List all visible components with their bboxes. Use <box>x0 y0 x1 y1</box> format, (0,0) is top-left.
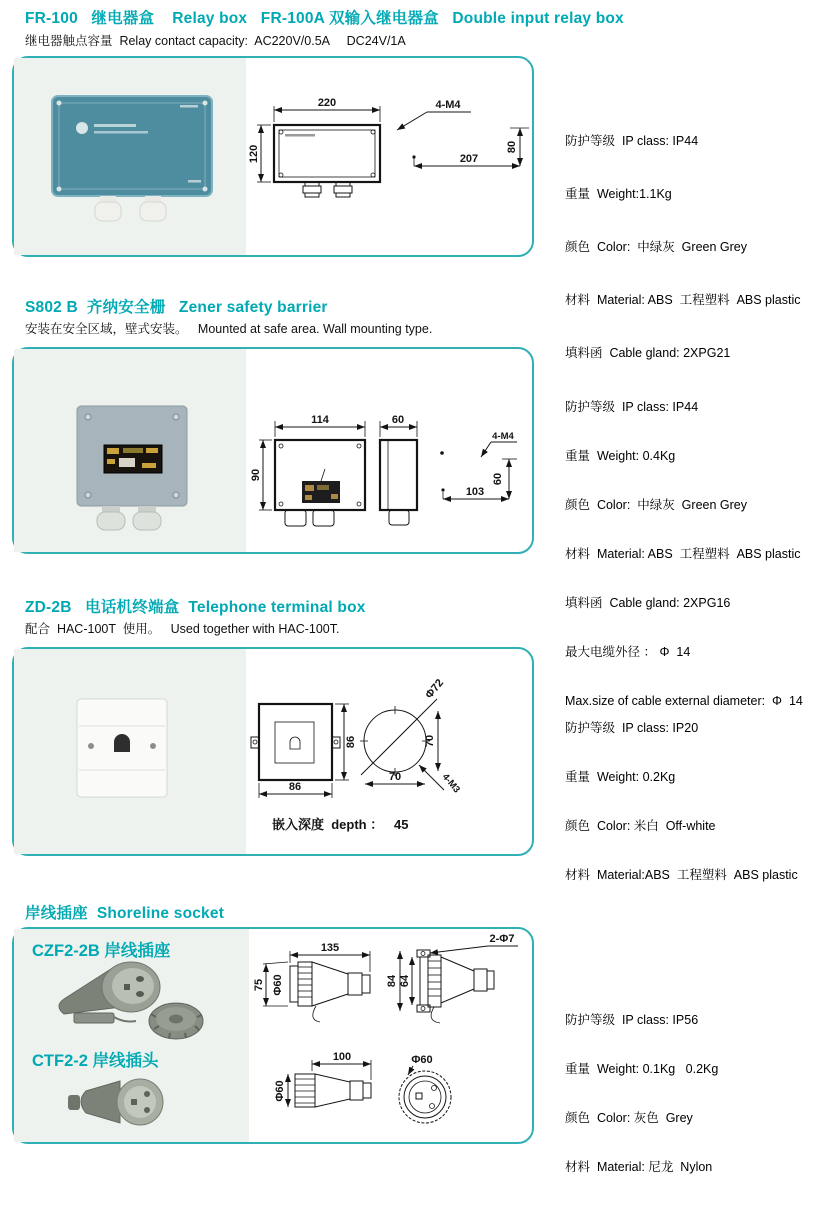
spec-line: 材料 Material:ABS 工程塑料 ABS plastic <box>565 868 798 882</box>
section-subtitle-s802b: 安装在安全区域，壁式安装。 Mounted at safe area. Wall mounting type. <box>25 322 433 336</box>
section-title-fr100: FR-100 继电器盒 Relay box FR-100A 双输入继电器盒 Double input relay box <box>25 10 624 27</box>
dim-socket-h: 75 <box>253 978 265 992</box>
caption-ctf2-2: CTF2-2 岸线插头 <box>32 1052 159 1070</box>
drawing-fr100 <box>247 58 534 251</box>
spec-line: 颜色 Color: 中绿灰 Green Grey <box>565 240 747 254</box>
dim-mount-v: 80 <box>506 140 518 154</box>
dim-socket-len: 135 <box>320 942 340 954</box>
dim-height: 120 <box>248 144 260 164</box>
spec-line: 材料 Material: 尼龙 Nylon <box>565 1160 713 1174</box>
spec-line: 填料函 Cable gland: 2XPG16 <box>565 596 731 610</box>
product-photo-barrier-box <box>62 401 202 536</box>
section-subtitle-zd2b: 配合 HAC-100T 使用。 Used together with HAC-100T. <box>25 622 340 636</box>
spec-line: 材料 Material: ABS 工程塑料 ABS plastic <box>565 293 801 307</box>
product-photo-shoreline-plug <box>56 1071 176 1135</box>
dim-plate-height: 86 <box>345 735 357 749</box>
spec-line: 防护等级 IP class: IP44 <box>565 134 699 148</box>
product-box-zd2b <box>12 647 534 856</box>
spec-line: 防护等级 IP class: IP56 <box>565 1013 699 1027</box>
specs-s802b <box>565 369 803 740</box>
dim-mount-h: 207 <box>459 153 479 165</box>
specs-zd2b <box>565 690 798 914</box>
dim-flange-holes: 2-Φ7 <box>489 933 515 945</box>
dim-socket-dia: Φ60 <box>272 974 284 996</box>
product-box-fr100 <box>12 56 534 257</box>
dim-front-height: 90 <box>250 468 262 482</box>
spec-line: 重量 Weight: 0.1Kg 0.2Kg <box>565 1062 719 1076</box>
dim-circle-v: 70 <box>424 734 436 748</box>
spec-line: Max.size of cable external diameter: Φ 14 <box>565 694 803 708</box>
dim-hole-dia: Φ72 <box>423 677 447 702</box>
dim-mount-h: 103 <box>465 486 485 498</box>
product-photo-shoreline-socket <box>36 957 216 1045</box>
product-box-shoreline <box>12 927 534 1144</box>
dim-circle-h: 70 <box>388 771 402 783</box>
dim-side-width: 60 <box>391 414 405 426</box>
dim-front-width: 114 <box>311 414 329 426</box>
section-subtitle-fr100: 继电器触点容量 Relay contact capacity: AC220V/0.5A DC24V/1A <box>25 34 406 48</box>
depth-note: 嵌入深度 depth ： 45 <box>272 817 409 832</box>
dim-flange-outer: 84 <box>386 974 398 988</box>
section-title-s802b: S802 B 齐纳安全栅 Zener safety barrier <box>25 299 328 316</box>
specs-fr100 <box>565 101 800 394</box>
drawing-zd2b <box>247 649 534 850</box>
spec-line: 重量 Weight:1.1Kg <box>565 187 672 201</box>
spec-line: 材料 Material: ABS 工程塑料 ABS plastic <box>565 547 801 561</box>
spec-line: 重量 Weight: 0.4Kg <box>565 449 676 463</box>
product-box-s802b <box>12 347 534 554</box>
dim-screws: 4-M3 <box>439 771 463 796</box>
spec-line: 最大电缆外径 ： Φ 14 <box>565 645 691 659</box>
spec-line: 防护等级 IP class: IP20 <box>565 721 699 735</box>
product-photo-relay-box <box>42 88 232 228</box>
dim-flange-inner: 64 <box>399 974 411 988</box>
dim-mount-v: 60 <box>492 472 504 486</box>
spec-line: 防护等级 IP class: IP44 <box>565 400 699 414</box>
section-title-zd2b: ZD-2B 电话机终端盒 Telephone terminal box <box>25 599 366 616</box>
gland-profile <box>303 182 352 197</box>
product-photo-telephone-box <box>72 694 172 802</box>
dim-plug-len: 100 <box>332 1051 352 1063</box>
spec-line: 重量 Weight: 0.2Kg <box>565 770 676 784</box>
dim-plate-width: 86 <box>288 781 302 793</box>
spec-line: 颜色 Color: 灰色 Grey <box>565 1111 693 1125</box>
spec-line: 颜色 Color: 米白 Off-white <box>565 819 716 833</box>
section-title-shoreline: 岸线插座 Shoreline socket <box>25 905 225 922</box>
spec-line: 颜色 Color: 中绿灰 Green Grey <box>565 498 747 512</box>
dim-front-dia: Φ60 <box>411 1054 433 1066</box>
dim-screws: 4-M4 <box>435 99 461 111</box>
drawing-shoreline <box>250 929 534 1138</box>
drawing-s802b <box>247 349 534 548</box>
spec-line: 填料函 Cable gland: 2XPG21 <box>565 346 731 360</box>
caption-czf2-2b: CZF2-2B 岸线插座 <box>32 942 171 960</box>
dim-plug-dia: Φ60 <box>274 1080 286 1102</box>
specs-shoreline <box>565 982 718 1206</box>
dim-width: 220 <box>317 97 337 109</box>
dim-screws: 4-M4 <box>492 431 514 442</box>
